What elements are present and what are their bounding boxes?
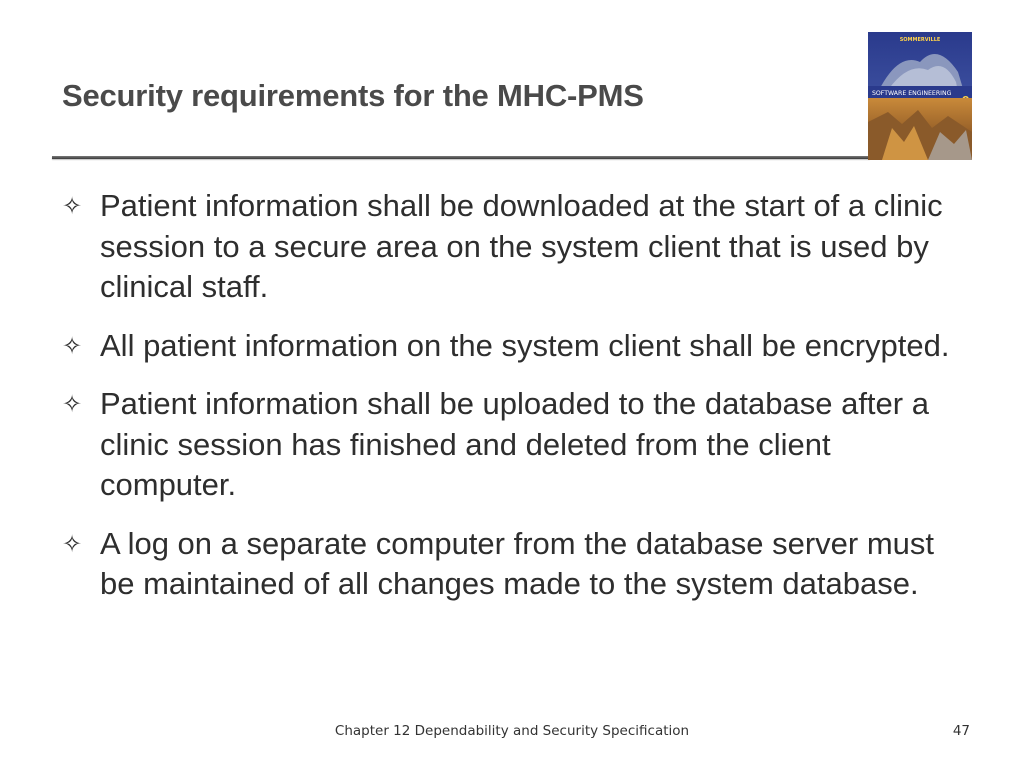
list-item xyxy=(62,186,962,308)
four-pointed-star-icon: ✧ xyxy=(62,331,83,360)
bullet-text: A log on a separate computer from the database server must be maintained of all changes made to the system database. xyxy=(100,525,935,601)
four-pointed-star-icon: ✧ xyxy=(62,192,83,220)
bullet-list xyxy=(62,186,962,623)
page-number: 47 xyxy=(952,723,970,739)
cover-title-text: SOFTWARE ENGINEERING xyxy=(872,90,952,97)
slide-title: Security requirements for the MHC-PMS xyxy=(62,78,644,113)
four-pointed-star-icon: ✧ xyxy=(62,390,83,418)
four-pointed-star-icon: ✧ xyxy=(62,529,83,558)
bullet-text: Patient information shall be downloaded at the start of a clinic session to a secure area on the system client that is used by clinical staff. xyxy=(100,188,943,304)
bullet-text: All patient information on the system client shall be encrypted. xyxy=(100,327,950,363)
cover-author-text: SOMMERVILLE xyxy=(899,37,941,43)
bullet-text: Patient information shall be uploaded to the database after a clinic session has finished and deleted from the client computer. xyxy=(100,386,929,502)
book-cover-image xyxy=(868,32,972,160)
list-item xyxy=(62,326,962,367)
footer-chapter-text: Chapter 12 Dependability and Security Specification xyxy=(334,723,690,739)
title-underline xyxy=(52,156,870,159)
list-item xyxy=(62,384,962,506)
list-item xyxy=(62,524,962,605)
